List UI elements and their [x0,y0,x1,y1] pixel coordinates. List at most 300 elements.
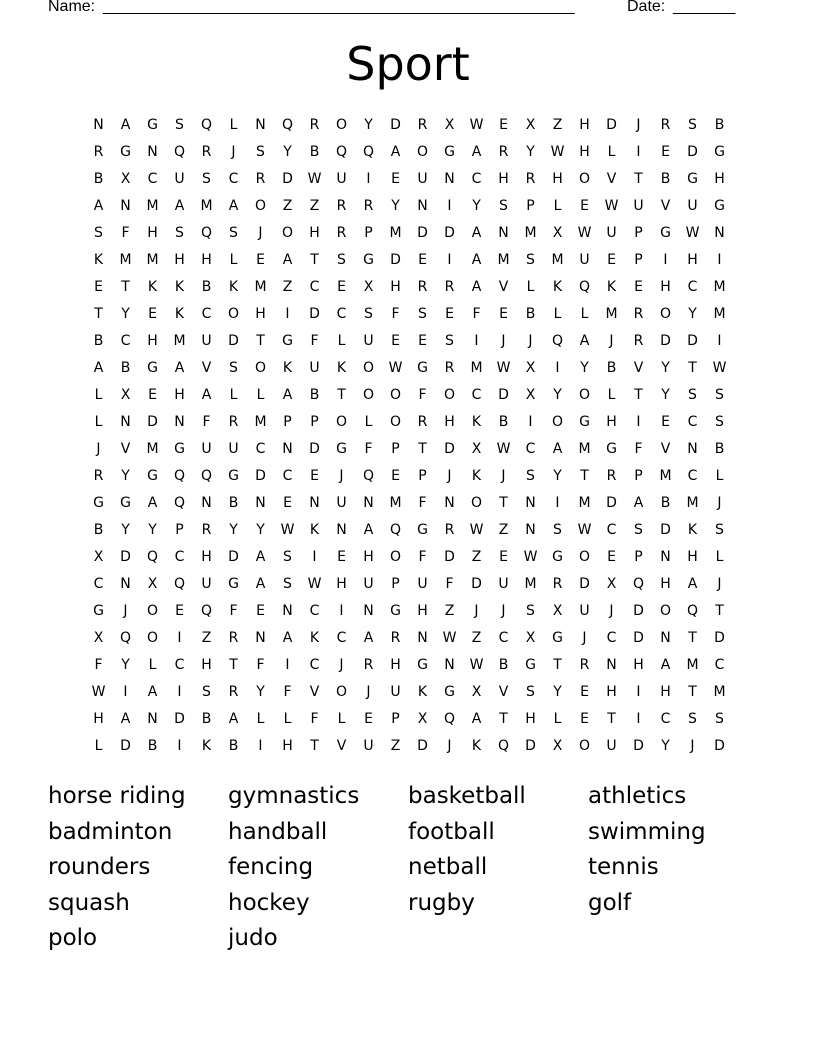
grid-letter: D [633,738,644,754]
grid-letter: Y [553,684,562,700]
grid-letter: S [526,468,535,484]
grid-letter: Z [390,738,401,754]
grid-letter: A [282,630,293,646]
grid-letter: A [633,495,644,511]
grid-letter: H [714,171,725,187]
grid-letter: M [497,252,510,268]
grid-letter: J [366,684,371,700]
grid-letter: X [471,684,482,700]
grid-letter: S [418,306,427,322]
grid-letter: Q [362,144,375,160]
grid-letter: X [525,360,536,376]
grid-letter: P [634,549,643,565]
grid-letter: U [201,441,212,457]
grid-letter: Y [121,522,130,538]
word-list-item: squash [48,889,130,916]
grid-letter: K [201,738,212,754]
grid-letter: G [174,441,185,457]
grid-letter: H [444,414,455,430]
grid-letter: R [336,225,347,241]
grid-letter: R [633,333,644,349]
grid-letter: C [606,522,617,538]
grid-letter: H [498,171,509,187]
grid-letter: J [717,576,722,592]
grid-letter: P [634,225,643,241]
grid-letter: W [91,684,106,700]
grid-letter: P [391,576,400,592]
grid-letter: R [633,306,644,322]
grid-letter: D [687,144,698,160]
grid-row [85,706,733,733]
grid-letter: A [282,252,293,268]
grid-letter: N [525,522,536,538]
grid-letter: V [498,684,509,700]
grid-letter: E [283,495,292,511]
grid-letter: Y [472,198,481,214]
grid-letter: S [715,711,724,727]
grid-letter: B [93,333,104,349]
grid-letter: W [550,144,565,160]
grid-letter: R [579,657,590,673]
grid-letter: Y [553,387,562,403]
grid-letter: Y [661,387,670,403]
grid-letter: N [174,414,185,430]
grid-letter: E [364,711,373,727]
grid-letter: F [310,711,319,727]
word-list [48,779,768,957]
grid-letter: L [715,549,724,565]
grid-letter: C [255,441,266,457]
grid-letter: B [498,657,509,673]
grid-letter: L [337,711,346,727]
word-list-item: basketball [408,783,526,809]
word-list-item: fencing [228,854,314,880]
grid-letter: V [498,279,509,295]
grid-letter: D [525,738,536,754]
grid-letter: K [93,252,104,268]
grid-letter: B [714,441,725,457]
grid-letter: A [660,657,671,673]
grid-letter: W [712,360,727,376]
grid-letter: G [552,549,563,565]
grid-letter: H [174,252,185,268]
grid-letter: H [579,144,590,160]
word-list-item: rounders [48,854,151,880]
grid-letter: N [363,603,374,619]
grid-letter: J [717,495,722,511]
grid-letter: U [633,198,644,214]
grid-letter: A [228,198,239,214]
grid-letter: D [714,738,725,754]
grid-letter: E [580,711,589,727]
grid-letter: I [447,198,452,214]
grid-letter: A [282,387,293,403]
grid-letter: R [606,468,617,484]
grid-letter: J [501,468,506,484]
grid-letter: N [120,414,131,430]
grid-letter: Y [391,198,400,214]
grid-letter: V [120,441,131,457]
grid-letter: G [120,144,131,160]
grid-letter: B [201,711,212,727]
grid-letter: N [660,630,671,646]
grid-letter: N [120,198,131,214]
grid-letter: N [255,495,266,511]
grid-letter: A [390,144,401,160]
name-label: Name: [48,0,96,15]
grid-letter: Q [200,468,213,484]
grid-row [85,220,733,247]
grid-letter: P [634,468,643,484]
grid-letter: I [636,414,641,430]
grid-letter: N [417,630,428,646]
grid-letter: D [498,387,509,403]
grid-letter: M [146,441,159,457]
grid-letter: R [417,279,428,295]
grid-letter: T [688,684,697,700]
grid-letter: N [606,657,617,673]
grid-letter: S [715,522,724,538]
grid-letter: N [282,603,293,619]
grid-letter: N [120,576,131,592]
grid-letter: T [499,495,508,511]
grid-letter: N [336,522,347,538]
grid-letter: H [336,576,347,592]
grid-row [85,355,733,382]
grid-letter: I [177,738,182,754]
word-list-item: athletics [588,783,687,809]
grid-letter: E [256,603,265,619]
grid-letter: T [310,252,319,268]
grid-letter: C [471,171,482,187]
grid-letter: I [528,414,533,430]
grid-letter: U [336,171,347,187]
grid-letter: G [417,522,428,538]
grid-letter: Q [389,522,402,538]
grid-letter: E [310,468,319,484]
grid-row [85,733,733,760]
grid-letter: R [309,117,320,133]
grid-letter: L [607,144,616,160]
grid-letter: I [123,684,128,700]
grid-letter: X [120,387,131,403]
grid-letter: U [606,225,617,241]
grid-letter: A [93,198,104,214]
grid-letter: A [228,711,239,727]
grid-letter: R [363,657,374,673]
grid-letter: C [687,414,698,430]
grid-letter: Q [551,333,564,349]
grid-letter: I [717,252,722,268]
grid-letter: R [363,198,374,214]
grid-letter: S [688,711,697,727]
grid-letter: U [606,738,617,754]
grid-letter: M [686,657,699,673]
grid-letter: T [553,657,562,673]
grid-letter: D [255,468,266,484]
grid-letter: K [417,684,428,700]
grid-letter: E [607,549,616,565]
grid-letter: O [362,387,375,403]
grid-letter: H [606,414,617,430]
grid-letter: R [201,144,212,160]
grid-letter: M [146,252,159,268]
grid-letter: W [469,117,484,133]
grid-letter: Q [443,711,456,727]
grid-letter: G [606,441,617,457]
grid-letter: I [663,252,668,268]
grid-letter: F [256,657,265,673]
word-list-item: horse riding [48,783,186,809]
grid-letter: B [525,306,536,322]
grid-letter: I [366,171,371,187]
grid-letter: C [93,576,104,592]
grid-letter: A [255,576,266,592]
grid-letter: B [498,414,509,430]
grid-row [85,544,733,571]
grid-letter: C [687,468,698,484]
grid-letter: D [390,252,401,268]
grid-letter: Z [471,630,482,646]
grid-letter: N [714,225,725,241]
grid-letter: M [659,468,672,484]
grid-letter: O [659,306,672,322]
grid-letter: M [146,198,159,214]
word-list-item: golf [588,889,632,916]
grid-letter: S [229,225,238,241]
grid-letter: O [389,387,402,403]
grid-letter: R [201,522,212,538]
grid-letter: G [120,495,131,511]
grid-letter: X [552,738,563,754]
word-list-item: tennis [588,854,659,880]
word-search-grid [85,112,733,760]
grid-letter: Q [146,549,159,565]
grid-letter: S [715,387,724,403]
word-list-item: hockey [228,889,310,916]
grid-letter: S [229,360,238,376]
grid-letter: S [715,414,724,430]
grid-letter: X [525,117,536,133]
grid-letter: X [606,576,617,592]
grid-letter: H [309,225,320,241]
grid-letter: X [417,711,428,727]
grid-letter: O [146,603,159,619]
grid-letter: Y [283,144,292,160]
grid-letter: W [307,576,322,592]
grid-row [85,679,733,706]
grid-letter: B [309,144,320,160]
grid-letter: W [577,225,592,241]
grid-letter: I [177,630,182,646]
grid-letter: X [471,441,482,457]
grid-letter: J [501,603,506,619]
grid-letter: T [715,603,724,619]
grid-letter: L [256,387,265,403]
grid-letter: Y [148,522,157,538]
grid-letter: C [309,603,320,619]
grid-letter: Q [335,144,348,160]
grid-letter: F [310,333,319,349]
grid-letter: S [175,225,184,241]
grid-letter: S [445,333,454,349]
word-list-item: netball [408,854,488,880]
grid-letter: A [147,495,158,511]
grid-letter: M [173,333,186,349]
grid-letter: B [606,360,617,376]
grid-letter: Y [121,657,130,673]
grid-letter: E [391,171,400,187]
grid-letter: A [147,684,158,700]
grid-letter: S [256,144,265,160]
grid-letter: N [417,198,428,214]
grid-letter: J [447,738,452,754]
grid-row [85,274,733,301]
grid-letter: C [120,333,131,349]
grid-letter: C [309,657,320,673]
grid-letter: P [391,711,400,727]
grid-letter: J [501,333,506,349]
grid-letter: B [228,495,239,511]
grid-letter: A [471,252,482,268]
grid-letter: L [256,711,265,727]
grid-letter: P [175,522,184,538]
grid-letter: L [553,198,562,214]
grid-letter: V [660,441,671,457]
grid-letter: E [580,684,589,700]
grid-letter: F [202,414,211,430]
grid-letter: H [390,279,401,295]
grid-letter: F [364,441,373,457]
grid-letter: S [526,684,535,700]
grid-letter: R [390,630,401,646]
word-list-item: badminton [48,818,173,845]
grid-letter: D [390,117,401,133]
grid-letter: J [528,333,533,349]
grid-letter: W [577,522,592,538]
grid-letter: N [255,630,266,646]
grid-letter: F [283,684,292,700]
grid-letter: U [363,738,374,754]
grid-letter: S [526,603,535,619]
grid-letter: Y [580,360,589,376]
grid-letter: E [256,252,265,268]
grid-letter: V [309,684,320,700]
grid-letter: Q [119,630,132,646]
grid-letter: N [363,495,374,511]
grid-letter: R [498,144,509,160]
grid-letter: B [228,738,239,754]
grid-letter: Y [256,684,265,700]
grid-letter: Q [632,576,645,592]
grid-letter: C [336,306,347,322]
grid-letter: R [228,684,239,700]
grid-letter: O [335,117,348,133]
grid-letter: H [525,711,536,727]
grid-letter: A [255,549,266,565]
grid-letter: F [418,387,427,403]
grid-letter: V [633,360,644,376]
word-list-item: rugby [408,889,475,916]
puzzle-title: Sport [346,37,470,91]
grid-letter: R [417,414,428,430]
grid-letter: U [201,333,212,349]
grid-letter: Q [497,738,510,754]
grid-letter: C [201,306,212,322]
grid-letter: T [688,630,697,646]
grid-letter: M [470,360,483,376]
grid-letter: T [121,279,130,295]
grid-letter: E [661,414,670,430]
grid-letter: M [713,306,726,322]
grid-letter: F [418,495,427,511]
grid-letter: K [552,279,563,295]
grid-letter: Y [229,522,238,538]
grid-letter: A [120,117,131,133]
grid-letter: N [444,495,455,511]
grid-letter: E [418,252,427,268]
grid-letter: P [310,414,319,430]
grid-letter: A [687,576,698,592]
grid-letter: L [229,252,238,268]
grid-letter: R [228,414,239,430]
grid-letter: L [148,657,157,673]
grid-letter: U [687,198,698,214]
grid-letter: O [578,171,591,187]
header [48,0,748,18]
grid-letter: J [96,441,101,457]
grid-letter: H [633,657,644,673]
grid-letter: L [229,117,238,133]
grid-letter: K [336,360,347,376]
grid-row [85,517,733,544]
grid-letter: E [94,279,103,295]
grid-letter: D [579,576,590,592]
grid-letter: J [258,225,263,241]
grid-letter: Y [121,468,130,484]
grid-letter: P [634,252,643,268]
grid-letter: G [444,144,455,160]
grid-letter: K [687,522,698,538]
grid-letter: Y [688,306,697,322]
grid-letter: W [388,360,403,376]
grid-letter: H [687,252,698,268]
grid-row [85,328,733,355]
grid-letter: A [363,630,374,646]
grid-letter: H [201,657,212,673]
grid-letter: G [363,252,374,268]
date-field-line: _______ [673,0,736,15]
grid-letter: Y [121,306,130,322]
grid-letter: D [444,441,455,457]
grid-letter: D [228,549,239,565]
grid-letter: P [283,414,292,430]
grid-letter: X [552,603,563,619]
grid-letter: I [636,711,641,727]
grid-letter: R [444,360,455,376]
grid-letter: J [609,333,614,349]
grid-letter: S [283,549,292,565]
grid-row [85,247,733,274]
grid-letter: I [285,306,290,322]
grid-letter: H [174,387,185,403]
grid-letter: A [471,711,482,727]
grid-letter: C [309,279,320,295]
grid-letter: J [474,603,479,619]
grid-letter: N [147,144,158,160]
grid-letter: Y [553,468,562,484]
grid-letter: U [498,576,509,592]
